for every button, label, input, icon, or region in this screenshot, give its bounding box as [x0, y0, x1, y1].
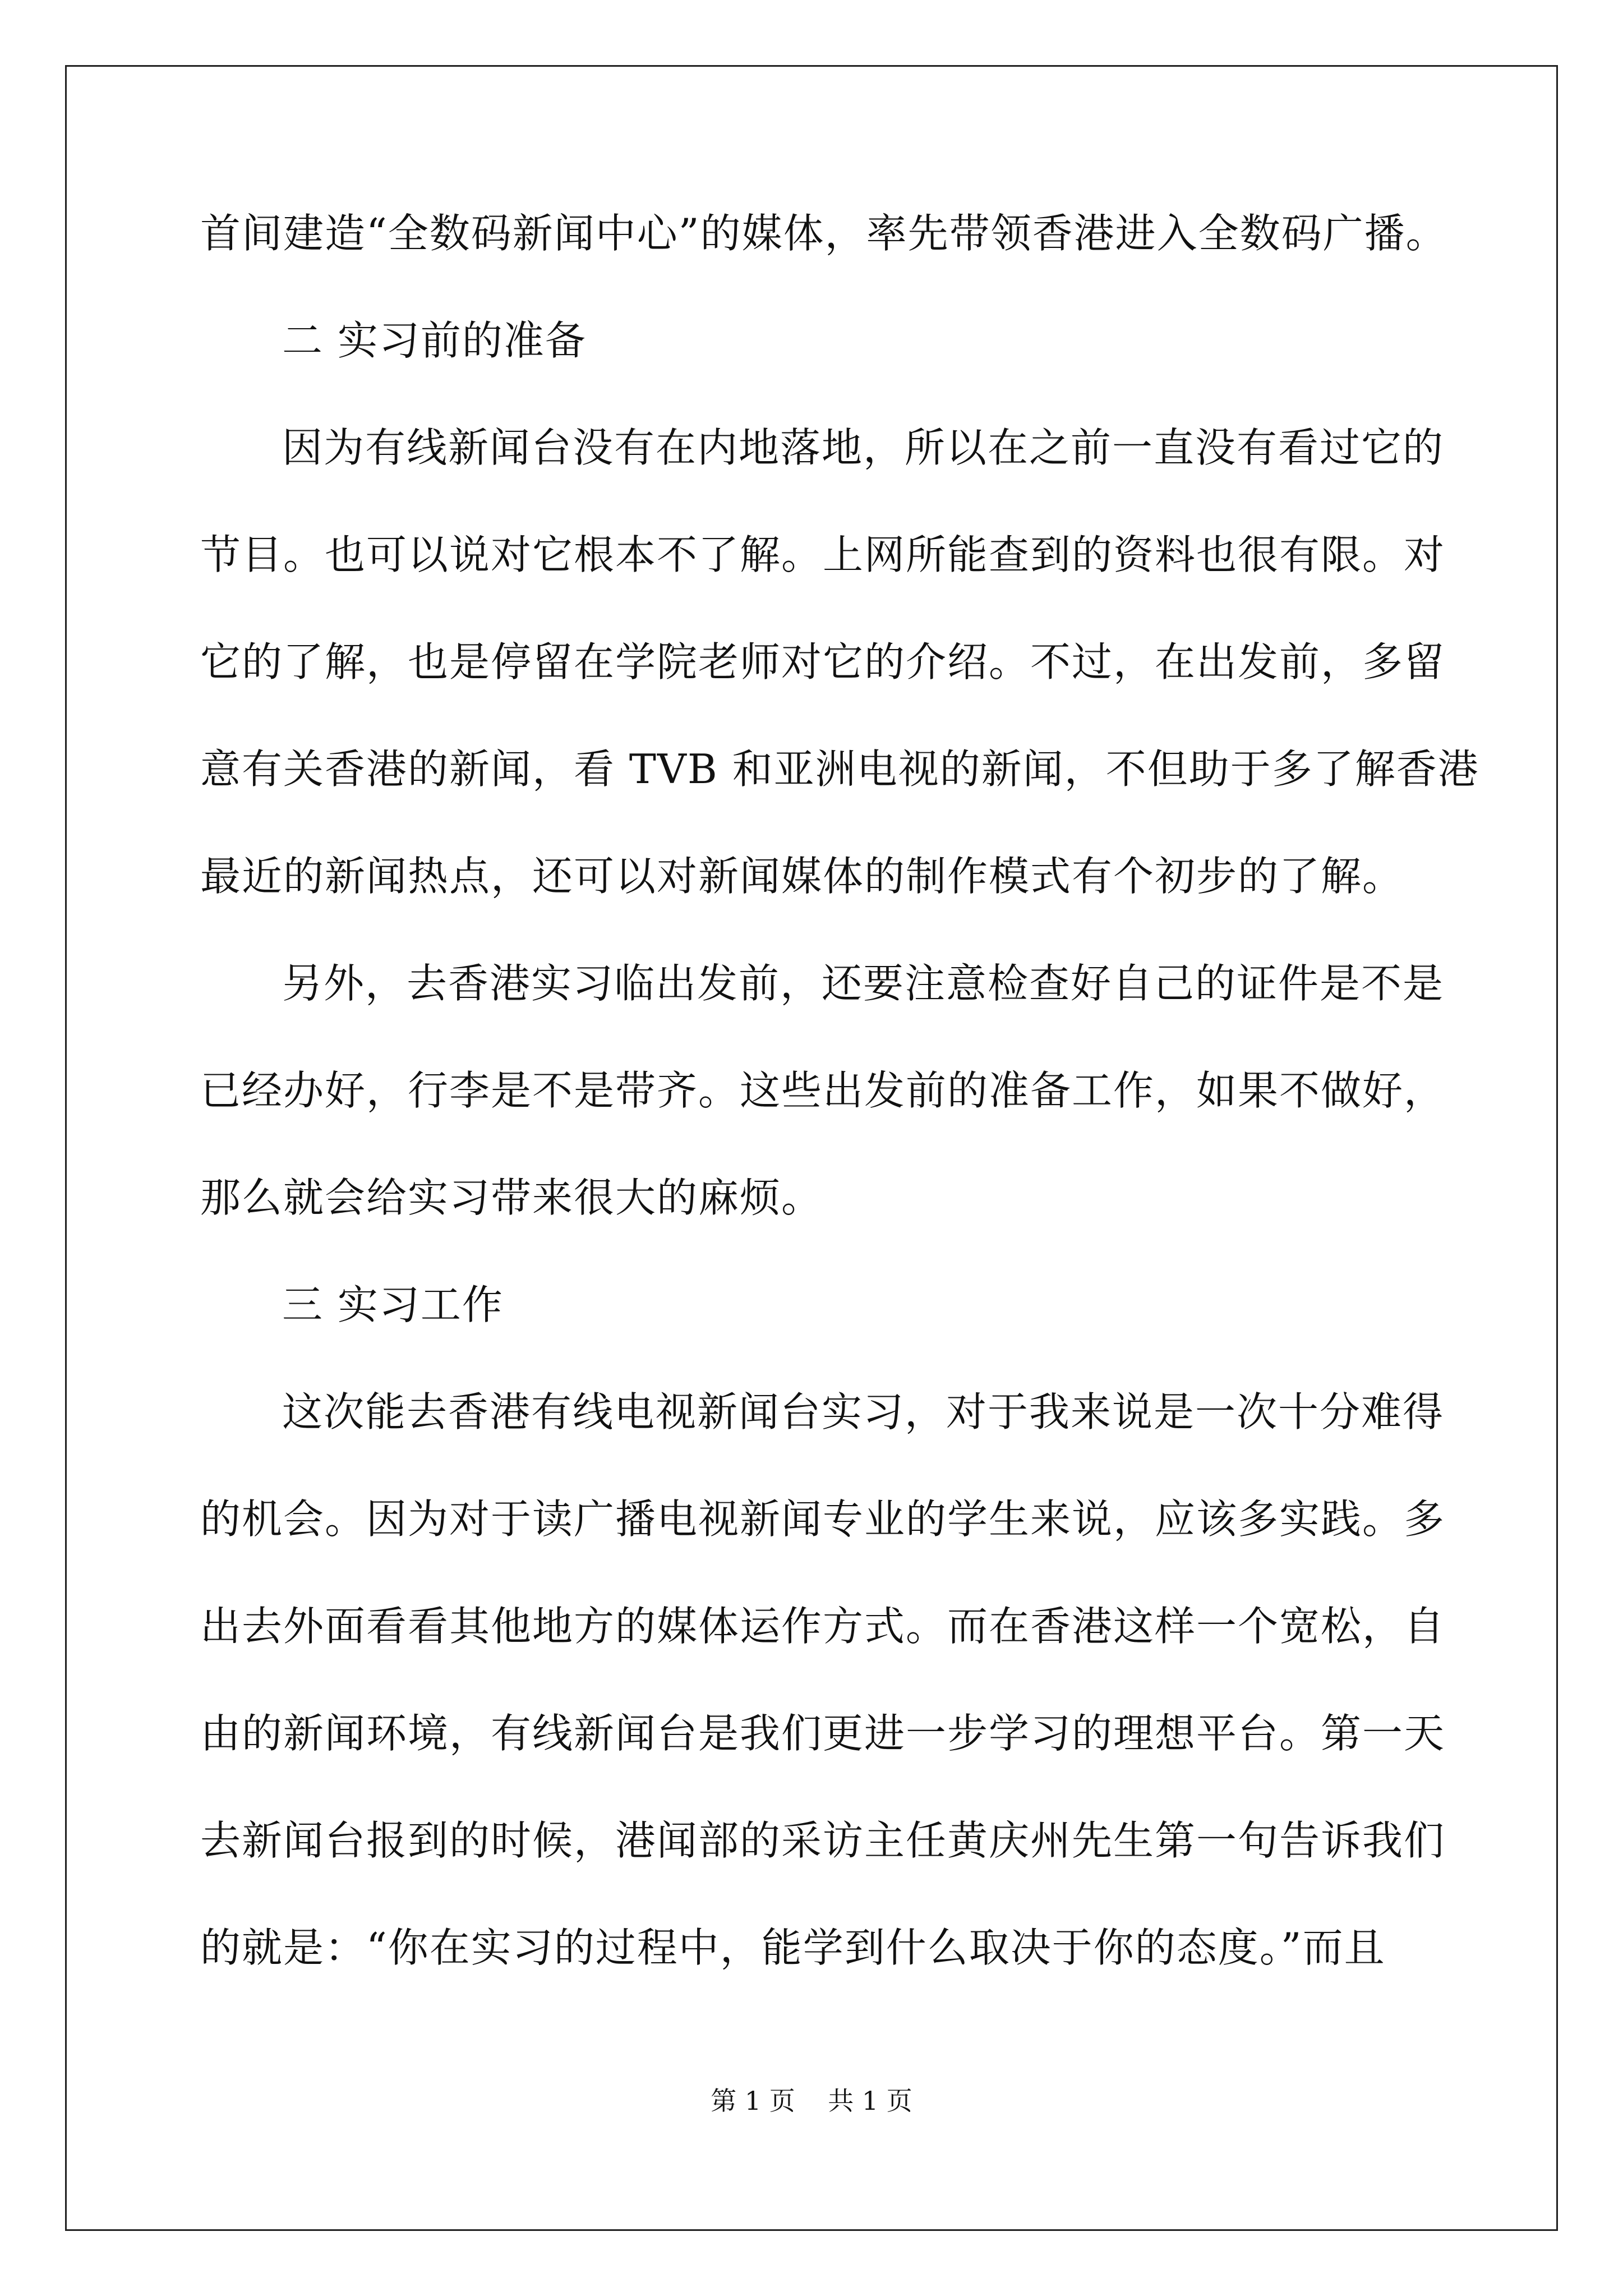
text-line: 最近的新闻热点，还可以对新闻媒体的制作模式有个初步的了解。	[200, 853, 1404, 900]
text-line: 首间建造“全数码新闻中心”的媒体，率先带领香港进入全数码广播。	[200, 210, 1447, 257]
text-line: 出去外面看看其他地方的媒体运作方式。而在香港这样一个宽松，自	[200, 1603, 1446, 1650]
text-line: 的机会。因为对于读广播电视新闻专业的学生来说，应该多实践。多	[200, 1496, 1446, 1543]
section-heading: 三 实习工作	[282, 1281, 504, 1328]
text-line: 它的了解，也是停留在学院老师对它的介绍。不过，在出发前，多留	[200, 638, 1446, 685]
text-line: 意有关香港的新闻，看 TVB 和亚洲电视的新闻，不但助于多了解香港	[200, 746, 1479, 793]
paragraph-start-line: 因为有线新闻台没有在内地落地，所以在之前一直没有看过它的	[282, 424, 1445, 471]
document-body	[200, 210, 1479, 2035]
text-line: 的就是：“你在实习的过程中，能学到什么取决于你的态度。”而且	[200, 1924, 1386, 1971]
paragraph-start-line: 这次能去香港有线电视新闻台实习，对于我来说是一次十分难得	[282, 1388, 1445, 1435]
page-number-footer: 第 1 页 共 1 页	[711, 2086, 912, 2116]
text-line: 已经办好，行李是不是带齐。这些出发前的准备工作，如果不做好，	[200, 1067, 1446, 1114]
text-line: 那么就会给实习带来很大的麻烦。	[200, 1174, 823, 1221]
text-line: 去新闻台报到的时候，港闻部的采访主任黄庆州先生第一句告诉我们	[200, 1817, 1446, 1864]
text-line: 节目。也可以说对它根本不了解。上网所能查到的资料也很有限。对	[200, 531, 1446, 578]
section-heading: 二 实习前的准备	[282, 317, 587, 364]
text-line: 由的新闻环境，有线新闻台是我们更进一步学习的理想平台。第一天	[200, 1710, 1446, 1757]
paragraph-start-line: 另外，去香港实习临出发前，还要注意检查好自己的证件是不是	[282, 960, 1445, 1007]
